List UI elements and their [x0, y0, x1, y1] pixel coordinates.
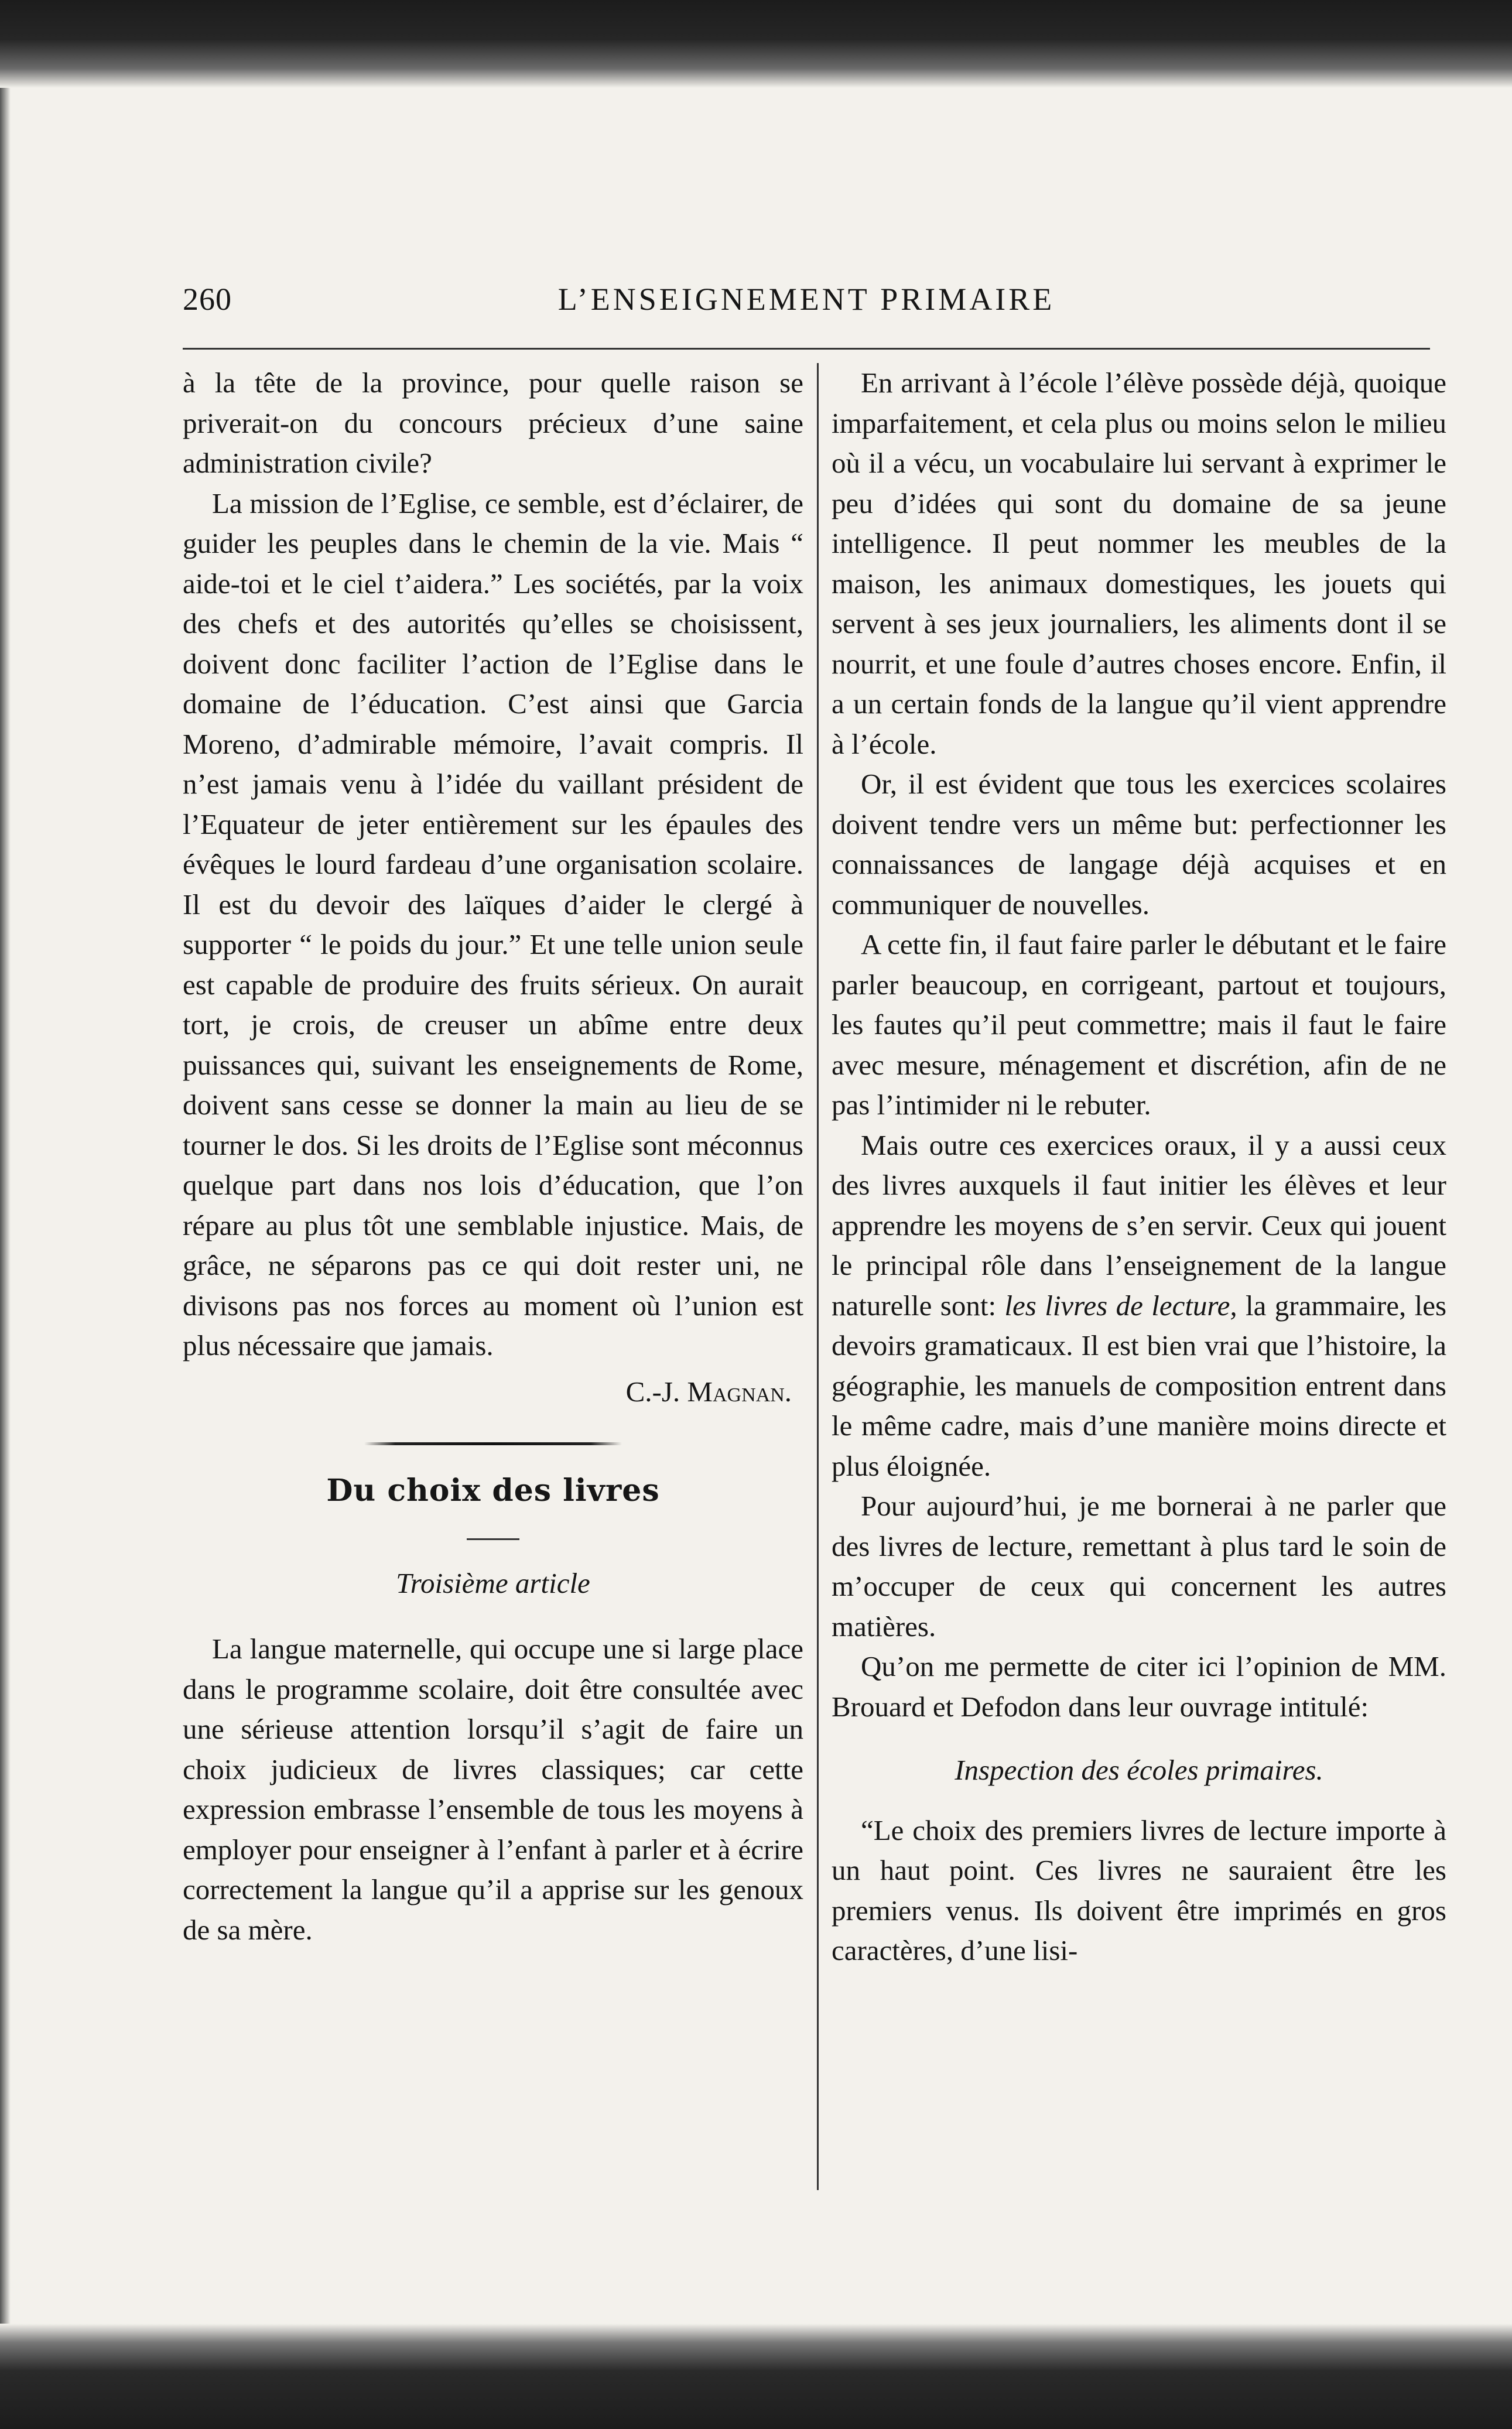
right-paragraph-2: Or, il est évident que tous les exercices scolaires doivent tendre vers un même but: perfectionner les connaissances de langage déjà acquises et en communiquer de nouvelles. [832, 768, 1446, 921]
right-paragraph-4 [832, 1125, 1446, 1487]
header-rule [183, 348, 1430, 350]
quotation-paragraph: “Le choix des premiers livres de lecture importe à un haut point. Ces livres ne sauraient être les premiers venus. Ils doivent être imprimés en gros caractères, d’une lisi- [832, 1814, 1446, 1966]
right-paragraph-4-start: Mais outre ces exercices oraux, il y a aussi ceux des livres auxquels il faut initier les élèves et leur apprendre les moyens de s’en servir. Ceux qui jouent le principal rôle dans l’enseignement de la langue naturelle sont: [832, 1128, 1446, 1322]
author-signature: C.-J. Magnan. [625, 1375, 792, 1408]
right-paragraph-4-end: la grammaire, les devoirs gramaticaux. Il est bien vrai que l’histoire, la géographie, les manuels de composition entrent dans le même cadre, mais d’une manière moins directe et plus éloignée. [832, 1289, 1447, 1482]
scan-edge-left [0, 88, 11, 2324]
running-title: L’ENSEIGNEMENT PRIMAIRE [557, 282, 1055, 317]
page-number: 260 [183, 282, 232, 317]
right-paragraph-5: Pour aujourd’hui, je me bornerai à ne parler que des livres de lecture, remettant à plus tard le soin de m’occuper de ceux qui concernent les autres matières. [832, 1490, 1446, 1643]
right-paragraph-6: Qu’on me permette de citer ici l’opinion de MM. Brouard et Defodon dans leur ouvrage intitulé: [832, 1650, 1446, 1723]
short-divider [467, 1538, 519, 1540]
article-paragraph-1: La langue maternelle, qui occupe une si large place dans le programme scolaire, doit être consultée avec une sérieuse attention lorsqu’il s’agit de faire un choix judicieux de livres classiques; car cette expression embrasse l’ensemble de tous les moyens à employer pour enseigner à l’enfant à parler et à écrire correctement la langue qu’il a apprise sur les genoux de sa mère. [183, 1633, 803, 1946]
article-title: Du choix des livres [326, 1473, 660, 1508]
left-paragraph-2: La mission de l’Eglise, ce semble, est d’éclairer, de guider les peuples dans le chemin de la vie. Mais “ aide-toi et le ciel t’aidera.” Les sociétés, par la voix des chefs et des autorités qu’elles se choisissent, doivent donc faciliter l’action de l’Eglise dans le domaine de l’éducation. C’est ainsi que Garcia Moreno, d’admirable mémoire, l’avait compris. Il n’est jamais venu à l’idée du vaillant président de l’Equateur de jeter entièrement sur les épaules des évêques le lourd fardeau d’une organisation scolaire. Il est du devoir des laïques d’aider le clergé à supporter “ le poids du jour.” Et une telle union seule est capable de produire des fruits sérieux. On aurait tort, je crois, de creuser un abîme entre deux puissances qui, suivant les enseignements de Rome, doivent sans cesse se donner la main au lieu de se tourner le dos. Si les droits de l’Eglise sont méconnus quelque part dans nos lois d’éducation, que l’on répare au plus tôt une semblable injustice. Mais, de grâce, ne séparons pas ce qui doit rester uni, ne divisons pas nos forces au moment où l’union est plus nécessaire que jamais. [183, 487, 803, 1361]
left-column [183, 363, 803, 1950]
article-subtitle: Troisième article [396, 1566, 590, 1599]
page-header [183, 281, 1430, 334]
right-column [832, 363, 1446, 1971]
right-paragraph-1: En arrivant à l’école l’élève possède déjà, quoique imparfaitement, et cela plus ou moins selon le milieu où il a vécu, un vocabulaire lui servant à exprimer le peu d’idées qui sont du domaine de sa jeune intelligence. Il peut nommer les meubles de la maison, les animaux domestiques, les jouets qui servent à ses jeux journaliers, les aliments dont il se nourrit, et une foule d’autres choses encore. Enfin, il a un certain fonds de la langue qu’il vient apprendre à l’école. [832, 367, 1446, 760]
right-paragraph-4-italic: les livres de lecture, [1004, 1289, 1237, 1322]
cited-work-title: Inspection des écoles primaires. [955, 1754, 1323, 1786]
column-divider [817, 363, 819, 2190]
scan-edge-top [0, 0, 1512, 88]
left-paragraph-1: à la tête de la province, pour quelle raison se priverait-on du concours précieux d’une saine administration civile? [183, 367, 803, 479]
ornament-divider [364, 1442, 622, 1445]
scan-edge-bottom [0, 2324, 1512, 2429]
right-paragraph-3: A cette fin, il faut faire parler le débutant et le faire parler beaucoup, en corrigeant, partout et toujours, les fautes qu’il peut commettre; mais il faut le faire avec mesure, ménagement et discrétion, afin de ne pas l’intimider ni le rebuter. [832, 928, 1446, 1121]
